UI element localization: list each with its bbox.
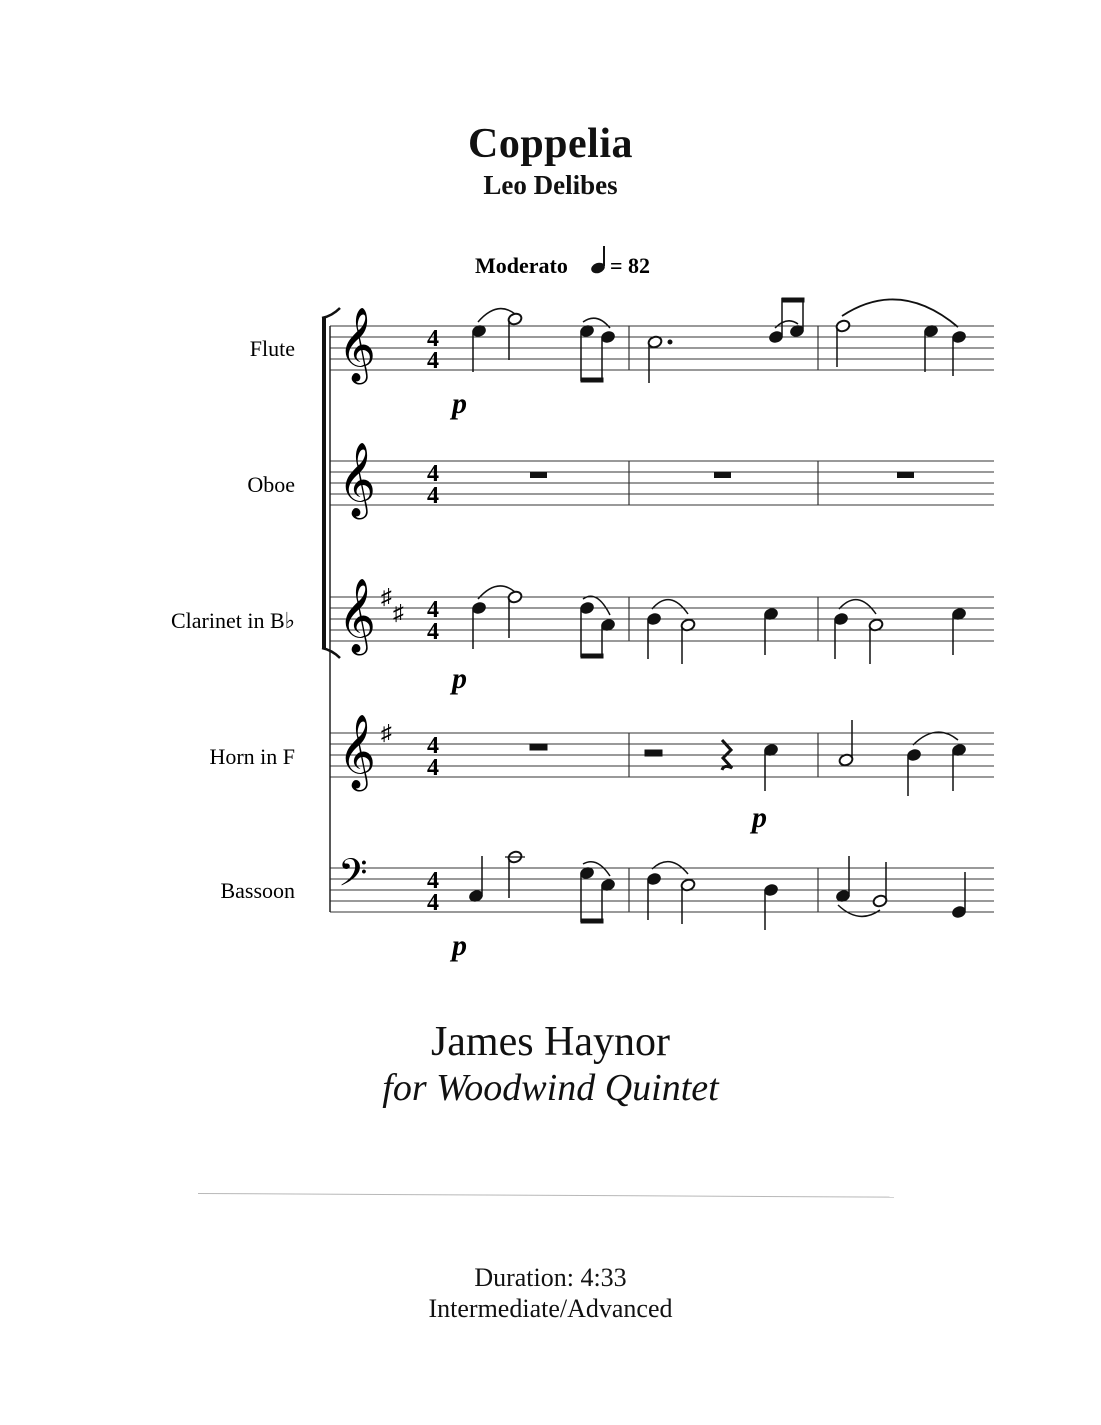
instrument-oboe: Oboe [247,472,295,497]
quarter-note-icon [590,246,607,275]
instrument-flute: Flute [249,336,295,361]
dynamic-piano-bassoon: p [452,929,467,962]
divider-rule [198,1193,894,1198]
clarinet-notes [471,586,967,664]
difficulty-level: Intermediate/Advanced [428,1294,673,1323]
oboe-whole-rests [530,472,914,478]
bass-clef-icon: 𝄢 [338,852,368,903]
svg-text:4: 4 [427,461,439,487]
instrument-bassoon: Bassoon [220,878,295,903]
svg-text:4: 4 [427,755,439,781]
instrument-horn: Horn in F [209,744,295,769]
treble-clef-icon: 𝄞 [338,580,376,651]
composer-name: Leo Delibes [483,170,618,200]
score-title: Coppelia [467,121,634,167]
sharp-icon: ♯ [393,600,404,625]
treble-clef-icon: 𝄞 [338,444,376,515]
tempo-text: Moderato [475,253,568,278]
horn-notes [530,720,967,796]
sharp-icon: ♯ [381,584,392,609]
instrument-clarinet: Clarinet in B♭ [170,608,295,633]
sharp-icon: ♯ [381,720,392,745]
instrumentation-subtitle: for Woodwind Quintet [382,1067,719,1109]
duration-text: Duration: 4:33 [474,1263,627,1292]
treble-clef-icon: 𝄞 [338,716,376,787]
svg-text:4: 4 [427,348,439,374]
dynamic-piano-horn: p [752,801,767,834]
svg-text:4: 4 [427,597,439,623]
svg-text:4: 4 [427,619,439,645]
arranger-name: James Haynor [430,1019,671,1065]
svg-text:4: 4 [427,483,439,509]
tempo-value: = 82 [610,253,651,278]
treble-clef-icon: 𝄞 [338,309,376,380]
dynamic-piano-flute: p [452,387,467,420]
dynamic-piano-clarinet: p [452,662,467,695]
svg-text:4: 4 [427,868,439,894]
svg-text:4: 4 [427,326,439,352]
svg-text:4: 4 [427,733,439,759]
time-signatures [427,326,439,916]
svg-text:4: 4 [427,890,439,916]
